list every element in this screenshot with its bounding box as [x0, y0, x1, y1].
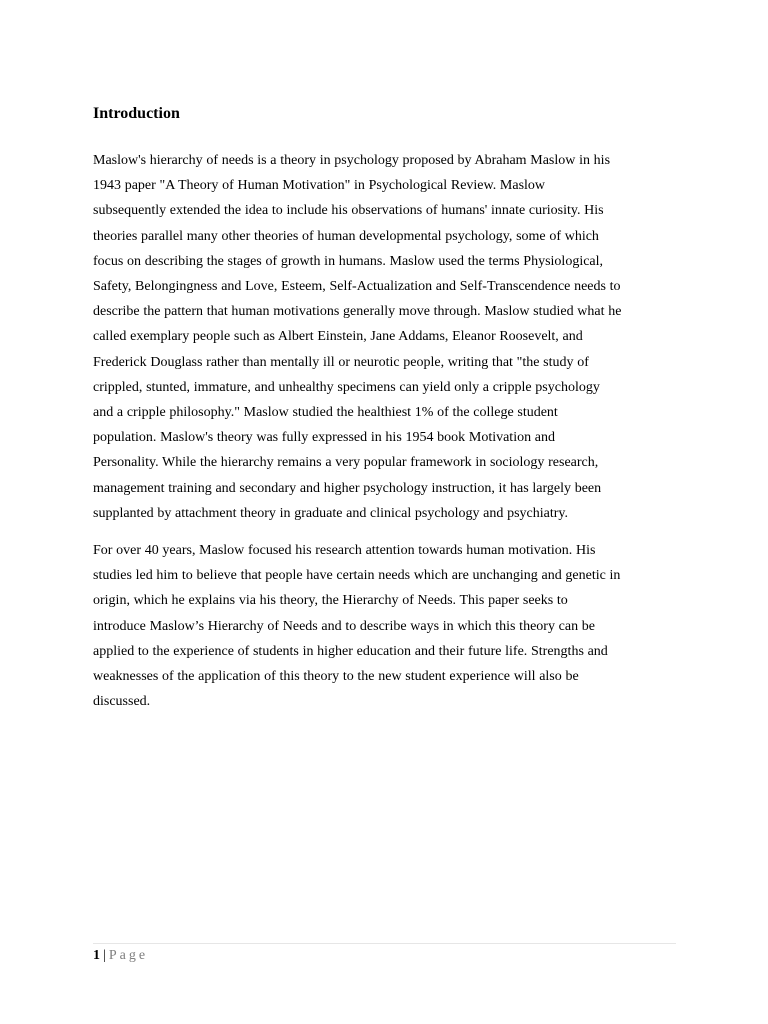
text-line: theories parallel many other theories of human developmental psychology, some of which [93, 228, 599, 244]
text-line: weaknesses of the application of this theory to the new student experience will also be [93, 669, 579, 685]
text-line: supplanted by attachment theory in graduate and clinical psychology and psychiatry. [93, 505, 569, 521]
paragraph-2 [93, 538, 683, 714]
text-line: focus on describing the stages of growth in humans. Maslow used the terms Physiological, [93, 253, 604, 269]
page-footer [93, 943, 676, 965]
section-heading: Introduction [93, 105, 180, 122]
text-line: introduce Maslow’s Hierarchy of Needs and to describe ways in which this theory can be [93, 618, 595, 634]
text-line: 1943 paper "A Theory of Human Motivation" in Psychological Review. Maslow [93, 178, 546, 194]
page-number: 1 [93, 948, 100, 963]
page-label: Page [108, 948, 149, 963]
text-line: Personality. While the hierarchy remains a very popular framework in sociology research, [93, 455, 599, 471]
text-line: discussed. [93, 694, 151, 710]
text-line: population. Maslow's theory was fully expressed in his 1954 book Motivation and [93, 430, 556, 446]
text-line: and a cripple philosophy." Maslow studied the healthiest 1% of the college student [93, 405, 558, 421]
text-line: management training and secondary and higher psychology instruction, it has largely been [93, 480, 602, 496]
text-line: origin, which he explains via his theory, the Hierarchy of Needs. This paper seeks to [93, 593, 568, 609]
text-line: applied to the experience of students in higher education and their future life. Strengths and [93, 643, 608, 659]
text-line: Maslow's hierarchy of needs is a theory in psychology proposed by Abraham Maslow in his [93, 153, 611, 168]
document-body [93, 104, 683, 714]
text-line: describe the pattern that human motivations generally move through. Maslow studied what he [93, 304, 622, 320]
text-line: subsequently extended the idea to include his observations of humans' innate curiosity. His [93, 203, 604, 219]
footer-separator: | [103, 948, 106, 963]
text-line: called exemplary people such as Albert Einstein, Jane Addams, Eleanor Roosevelt, and [93, 329, 583, 345]
text-line: Safety, Belongingness and Love, Esteem, Self-Actualization and Self-Transcendence needs to [93, 279, 621, 295]
text-line: For over 40 years, Maslow focused his research attention towards human motivation. His [93, 543, 596, 559]
paragraph-1 [93, 148, 683, 526]
text-line: Frederick Douglass rather than mentally ill or neurotic people, writing that "the study of [93, 354, 589, 370]
text-line: crippled, stunted, immature, and unhealthy specimens can yield only a cripple psychology [93, 379, 600, 395]
text-line: studies led him to believe that people have certain needs which are unchanging and genetic in [93, 568, 621, 584]
